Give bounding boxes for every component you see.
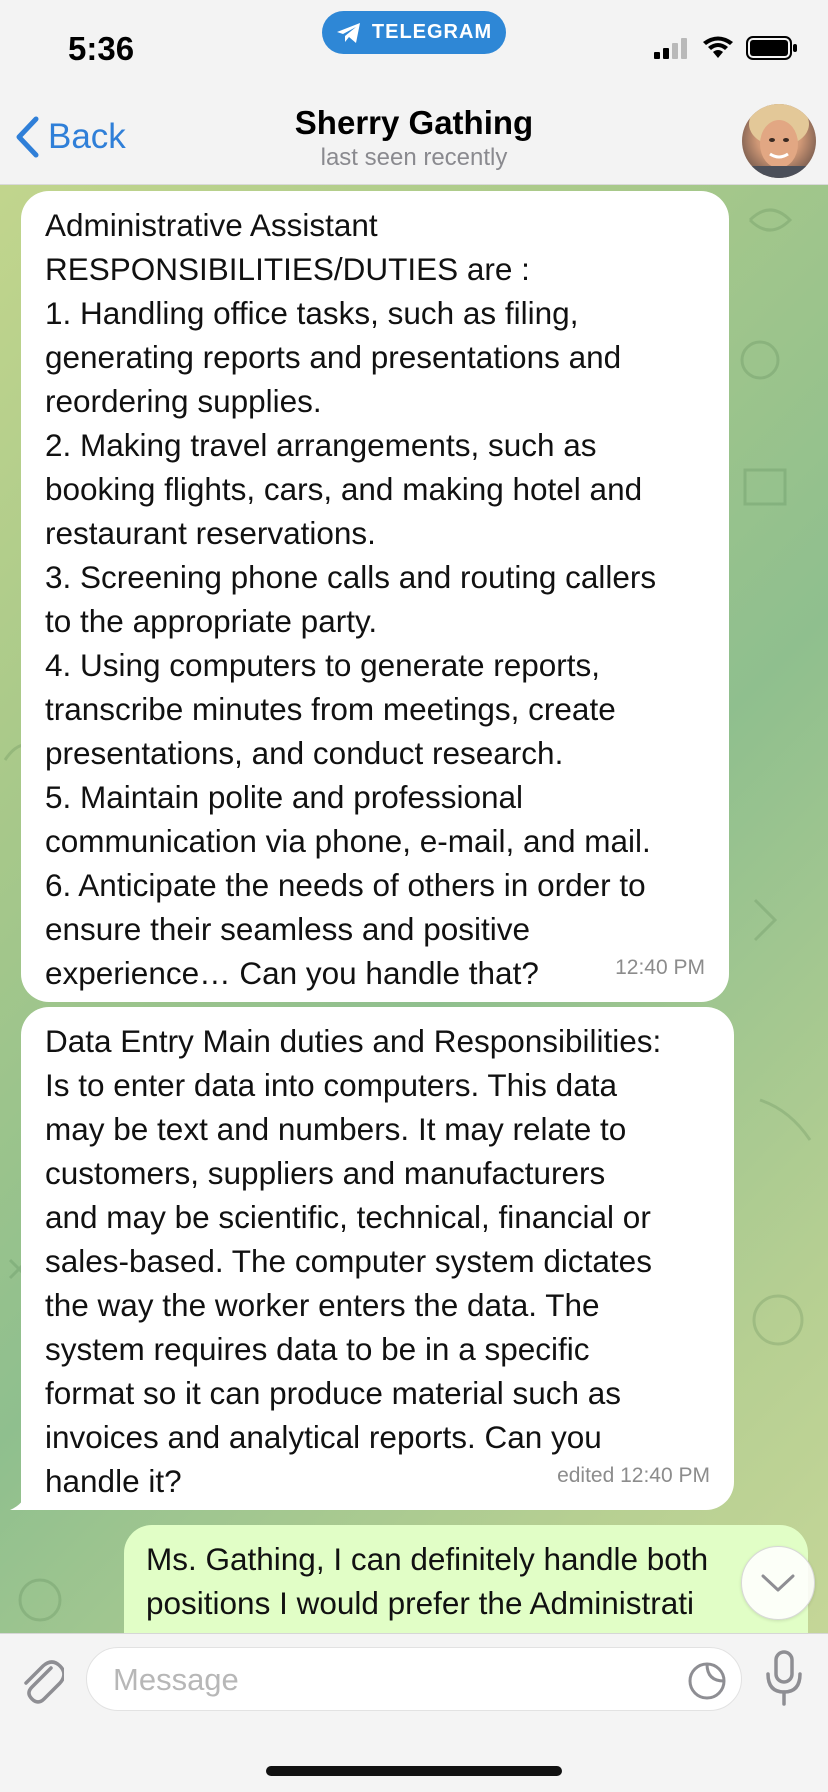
status-icons bbox=[654, 36, 798, 60]
message-text: Ms. Gathing, I can definitely handle both positions I would prefer the Administrati bbox=[146, 1541, 709, 1621]
clock: 5:36 bbox=[68, 30, 135, 67]
message-input-container bbox=[86, 1647, 742, 1711]
microphone-icon[interactable] bbox=[764, 1650, 804, 1706]
incoming-message[interactable] bbox=[21, 1007, 734, 1510]
contact-name[interactable]: Sherry Gathing bbox=[294, 104, 534, 141]
scroll-to-bottom-button[interactable] bbox=[741, 1546, 815, 1620]
message-input[interactable] bbox=[111, 1658, 675, 1702]
back-label: Back bbox=[48, 117, 126, 156]
paperclip-icon[interactable] bbox=[20, 1654, 64, 1706]
message-time: edited 12:40 PM bbox=[557, 1464, 710, 1487]
chat-header bbox=[0, 0, 828, 185]
contact-status: last seen recently bbox=[320, 144, 508, 171]
cellular-signal-icon bbox=[654, 37, 690, 59]
chevron-down-icon bbox=[761, 1573, 795, 1593]
avatar[interactable] bbox=[742, 104, 816, 178]
paper-plane-icon bbox=[336, 22, 362, 44]
wifi-icon bbox=[702, 36, 734, 60]
bubble-tail bbox=[10, 1490, 36, 1510]
sticker-icon[interactable] bbox=[687, 1661, 727, 1701]
home-indicator[interactable] bbox=[266, 1766, 562, 1776]
app-pill-label: TELEGRAM bbox=[371, 21, 493, 43]
message-text: Administrative Assistant RESPONSIBILITIES/DUTIES are : 1. Handling office tasks, such as filing, generating reports and presentations and reordering supplies. 2. Making travel arrangements, such as booking flights, cars, and making hotel and restaurant reservations. 3. Screening phone calls and routing callers to the appropriate party. 4. Using computers to generate reports, transcribe minutes from meetings, create presentations, and conduct research. 5. Maintain polite and professional communication via phone, e-mail, and mail. 6. Anticipate the needs of others in order to ensure their seamless and positive experience… Can you handle that? bbox=[45, 207, 657, 991]
avatar-image bbox=[742, 104, 816, 178]
return-to-telegram-pill[interactable] bbox=[322, 11, 506, 54]
message-text: Data Entry Main duties and Responsibilities: Is to enter data into computers. This data may be text and numbers. It may relate to customers, suppliers and manufacturers and may be scientific, technical, financial or sales-based. The computer system dictates the way the worker enters the data. The system requires data to be in a specific format so it can produce material such as invoices and analytical reports. Can you handle it? bbox=[45, 1023, 662, 1499]
incoming-message[interactable] bbox=[21, 191, 729, 1002]
battery-icon bbox=[746, 36, 798, 60]
message-time: 12:40 PM bbox=[615, 956, 705, 979]
